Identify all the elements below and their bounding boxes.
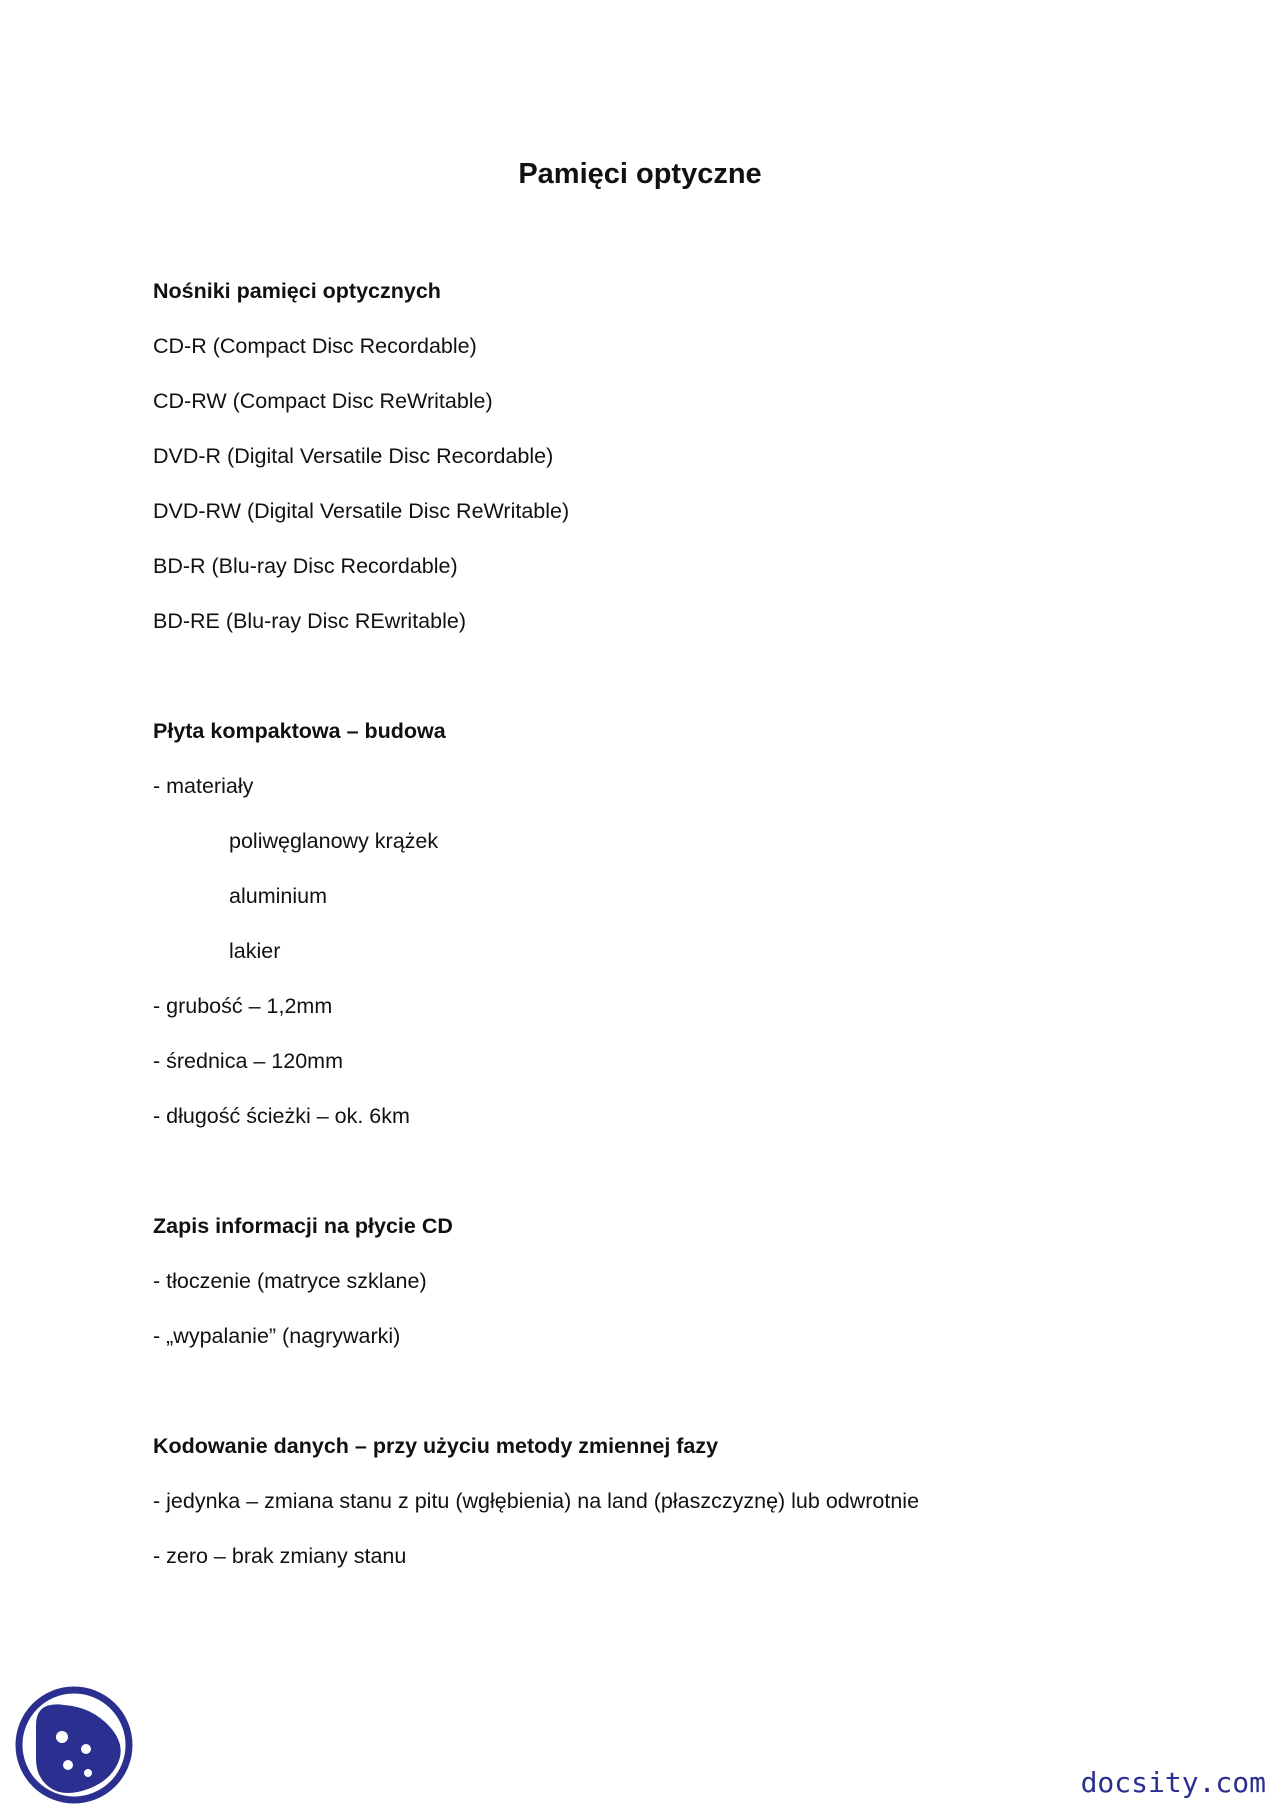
list-item: - materiały — [153, 774, 254, 798]
list-item: aluminium — [229, 884, 327, 908]
list-item: BD-R (Blu-ray Disc Recordable) — [153, 554, 458, 578]
list-item: - grubość – 1,2mm — [153, 994, 333, 1018]
section-heading: Kodowanie danych – przy użyciu metody zmiennej fazy — [153, 1434, 719, 1458]
list-item: - zero – brak zmiany stanu — [153, 1544, 407, 1568]
section-heading: Zapis informacji na płycie CD — [153, 1214, 453, 1238]
list-item: poliwęglanowy krążek — [229, 829, 439, 853]
list-item: - jedynka – zmiana stanu z pitu (wgłębienia) na land (płaszczyznę) lub odwrotnie — [153, 1489, 920, 1513]
list-item: DVD-R (Digital Versatile Disc Recordable) — [153, 444, 554, 468]
list-item: lakier — [229, 939, 281, 963]
section-heading: Płyta kompaktowa – budowa — [153, 719, 446, 743]
list-item: BD-RE (Blu-ray Disc REwritable) — [153, 609, 466, 633]
list-item: CD-RW (Compact Disc ReWritable) — [153, 389, 493, 413]
docsity-watermark: docsity.com — [1080, 1766, 1266, 1799]
list-item: - „wypalanie” (nagrywarki) — [153, 1324, 401, 1348]
list-item: DVD-RW (Digital Versatile Disc ReWritable) — [153, 499, 570, 523]
page-title: Pamięci optyczne — [518, 158, 762, 190]
list-item: - tłoczenie (matryce szklane) — [153, 1269, 427, 1293]
list-item: - średnica – 120mm — [153, 1049, 343, 1073]
section-heading: Nośniki pamięci optycznych — [153, 279, 441, 303]
list-item: CD-R (Compact Disc Recordable) — [153, 334, 477, 358]
docsity-logo-icon — [14, 1685, 134, 1805]
list-item: - długość ścieżki – ok. 6km — [153, 1104, 410, 1128]
